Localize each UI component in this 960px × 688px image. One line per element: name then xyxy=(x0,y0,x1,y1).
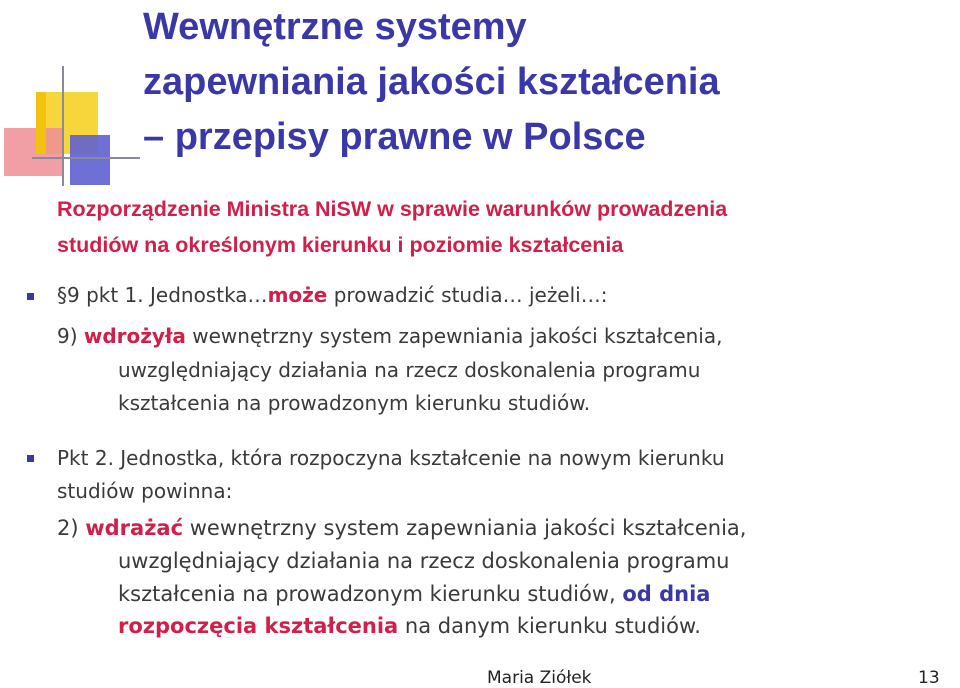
emphasis-may: może xyxy=(267,283,328,307)
regulation-heading-line-1: Rozporządzenie Ministra NiSW w sprawie warunków prowadzenia xyxy=(57,197,728,221)
bullet-2-line-2: studiów powinna: xyxy=(57,479,233,503)
emphasis-start-of-education: rozpoczęcia kształcenia xyxy=(118,614,399,638)
title-line-3: – przepisy prawne w Polsce xyxy=(143,116,646,158)
item-2-line-4: rozpoczęcia kształcenia na danym kierunku studiów. xyxy=(118,614,701,638)
item-9-line-2: uwzględniający działania na rzecz doskonalenia programu xyxy=(118,358,701,382)
bullet-marker-2 xyxy=(27,455,34,462)
decor-yellow-strip xyxy=(36,92,46,154)
regulation-heading-line-2: studiów na określonym kierunku i poziomie kształcenia xyxy=(57,233,624,257)
page-title xyxy=(143,0,953,165)
item-2-line-3: kształcenia na prowadzonym kierunku studiów, od dnia xyxy=(118,582,711,606)
emphasis-from-day: od dnia xyxy=(622,582,711,606)
footer-author: Maria Ziółek xyxy=(487,668,592,688)
bullet-2-line-1: Pkt 2. Jednostka, która rozpoczyna kształcenie na nowym kierunku xyxy=(57,446,725,470)
item-9-line-3: kształcenia na prowadzonym kierunku studiów. xyxy=(118,391,591,415)
decor-red-square xyxy=(4,128,62,176)
bullet-1-text: §9 pkt 1. Jednostka…może prowadzić studia… jeżeli…: xyxy=(57,283,608,307)
title-line-1: Wewnętrzne systemy xyxy=(143,6,527,48)
regulation-heading xyxy=(57,191,957,263)
bullet-marker-1 xyxy=(27,293,34,300)
item-2-line-2: uwzględniający działania na rzecz doskonalenia programu xyxy=(118,549,730,573)
emphasis-implemented: wdrożyła xyxy=(83,324,186,348)
item-2-line-1: 2) wdrażać wewnętrzny system zapewniania jakości kształcenia, xyxy=(57,516,747,540)
item-9-line-1: 9) wdrożyła wewnętrzny system zapewniania jakości kształcenia, xyxy=(57,324,723,348)
decor-blue-square xyxy=(70,135,110,185)
decor-horizontal-line xyxy=(32,157,140,159)
emphasis-implement: wdrażać xyxy=(85,516,184,540)
title-line-2: zapewniania jakości kształcenia xyxy=(143,61,720,103)
decor-vertical-line xyxy=(62,66,64,186)
slide-number: 13 xyxy=(918,668,940,688)
